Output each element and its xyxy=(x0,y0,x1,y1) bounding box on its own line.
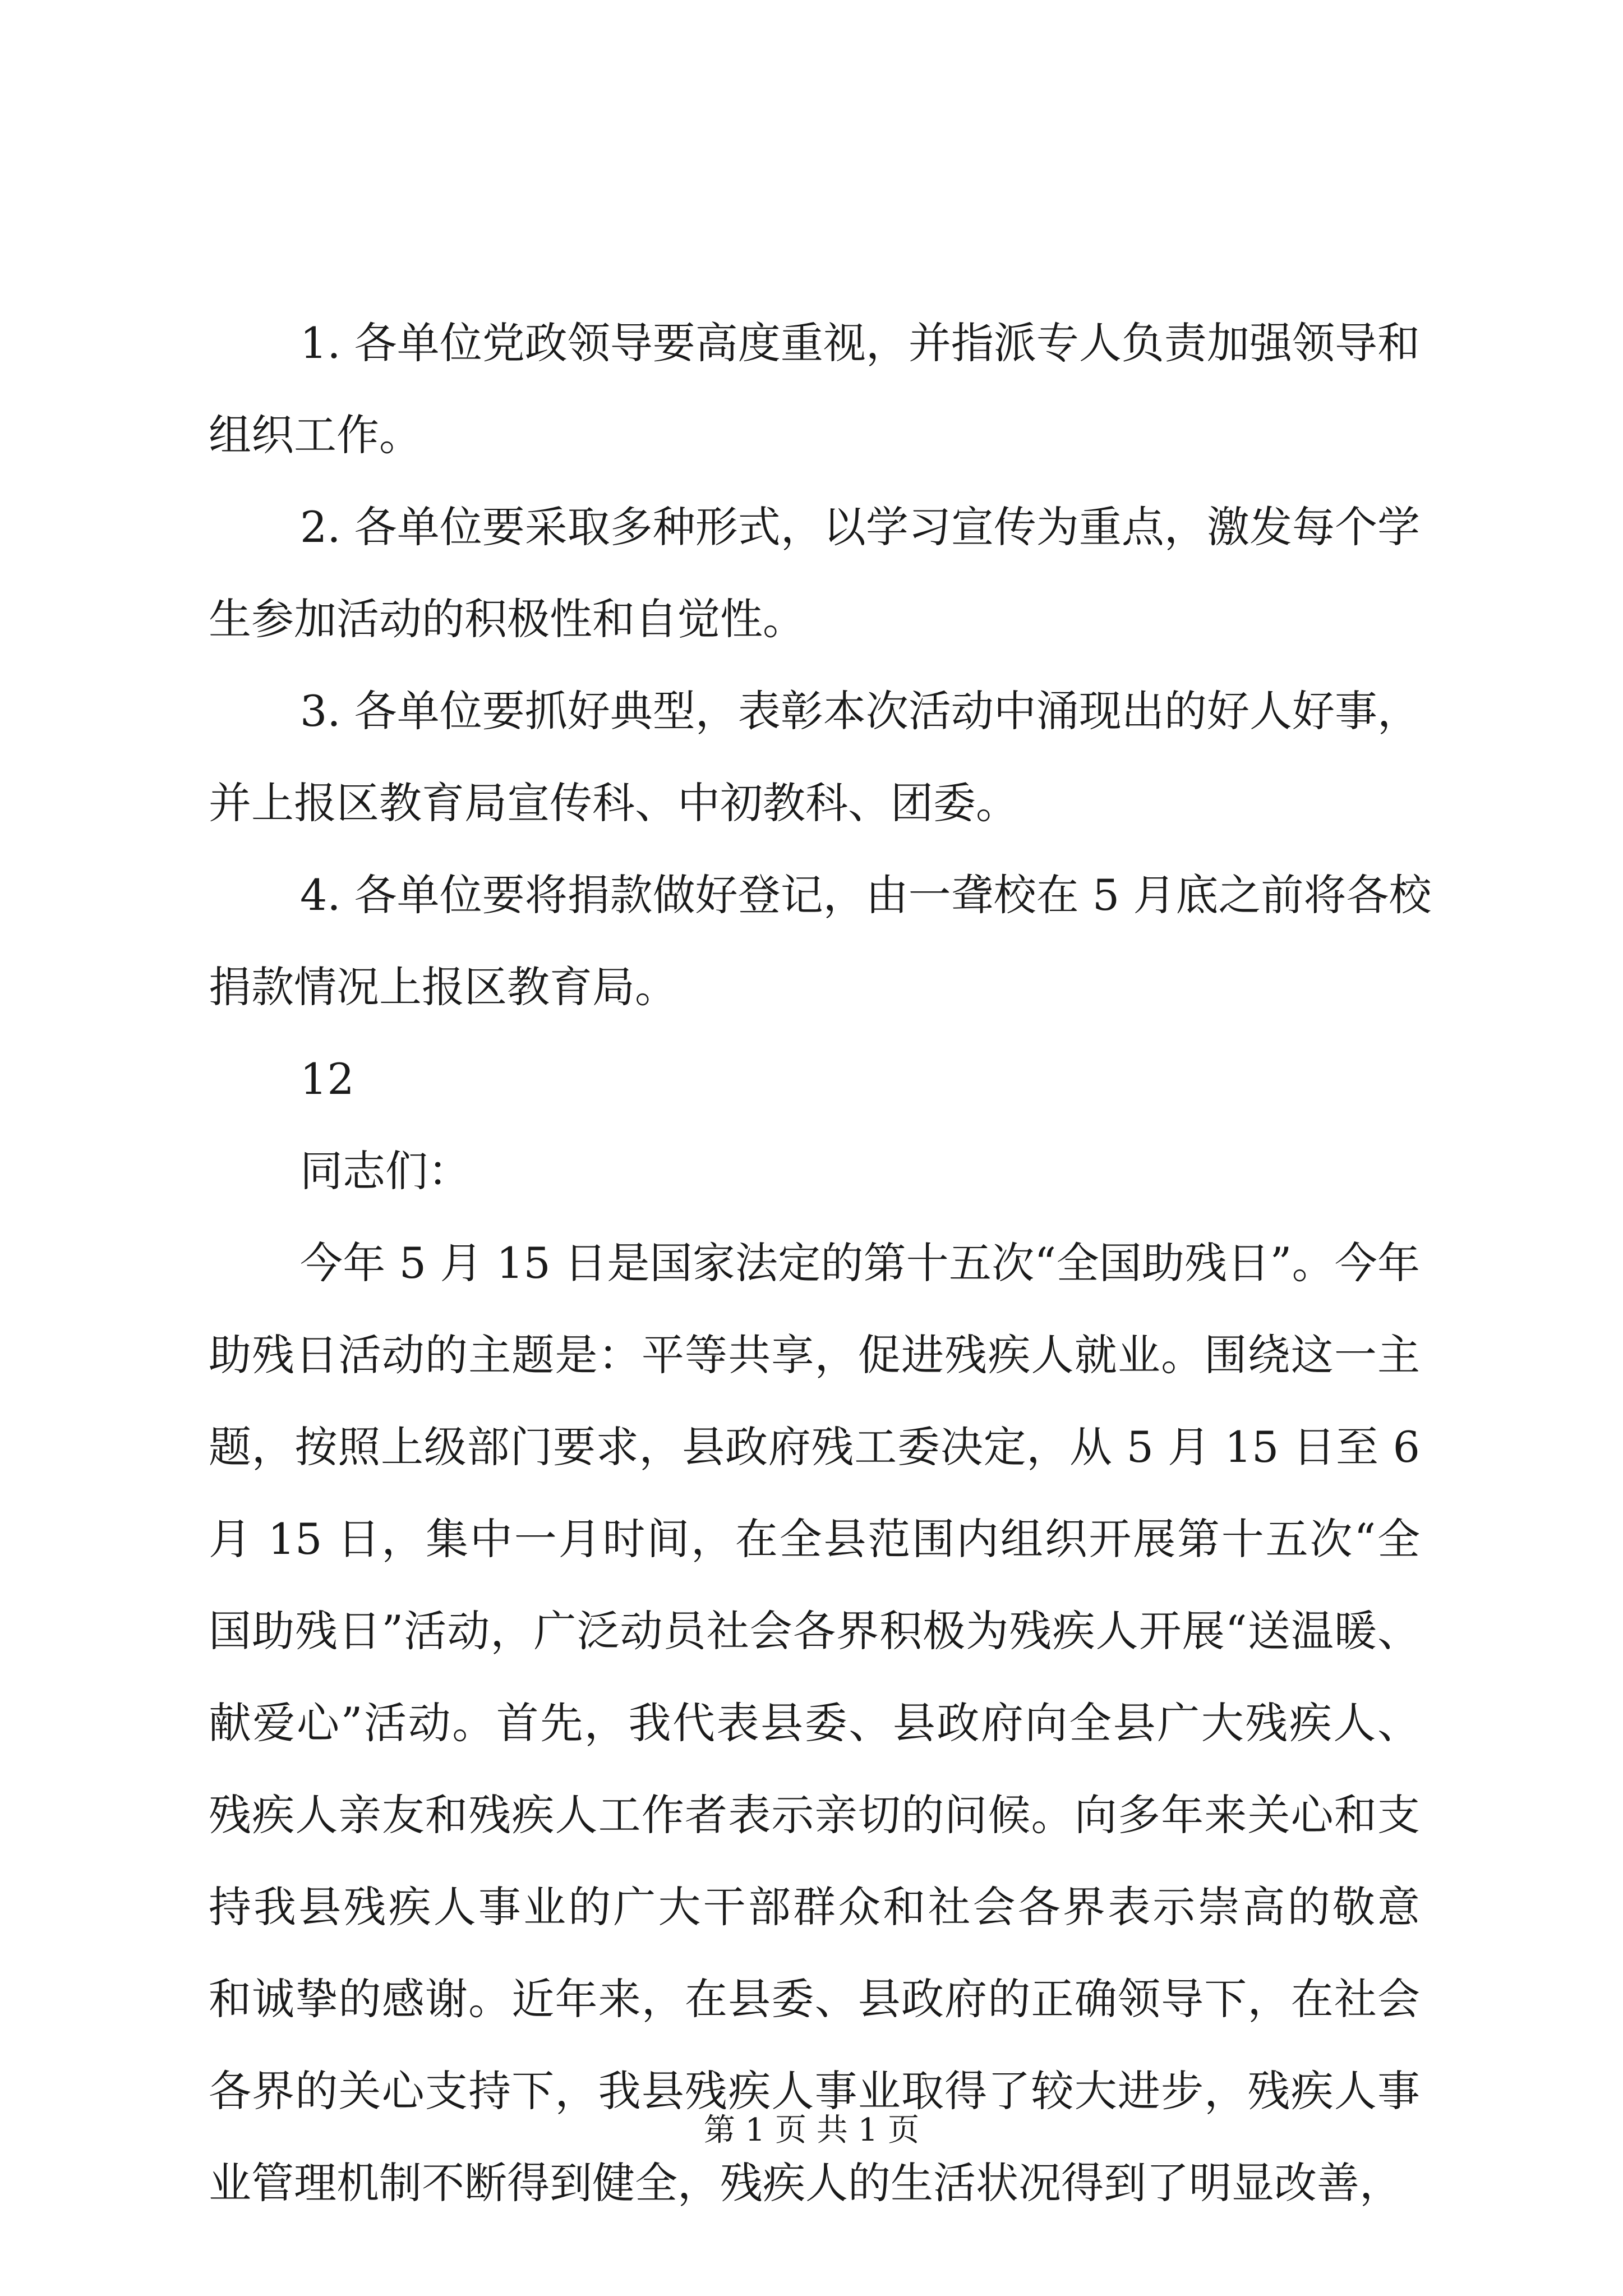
text-line: 并上报区教育局宣传科、中初教科、团委。 xyxy=(209,778,1018,828)
text-line: 捐款情况上报区教育局。 xyxy=(209,962,677,1012)
paragraph-item-1 xyxy=(209,297,1420,481)
text-line: 助残日活动的主题是：平等共享，促进残疾人就业。围绕这一主 xyxy=(209,1330,1420,1380)
text-line: 同志们： xyxy=(300,1146,471,1196)
paragraph-item-4 xyxy=(209,849,1432,1033)
paragraph-item-2 xyxy=(209,481,1420,665)
paragraph-number xyxy=(209,1033,1420,1125)
text-line: 各界的关心支持下，我县残疾人事业取得了较大进步，残疾人事 xyxy=(209,2066,1420,2116)
text-line: 组织工作。 xyxy=(209,410,422,460)
text-line: 生参加活动的积极性和自觉性。 xyxy=(209,594,805,644)
text-line: 12 xyxy=(300,1054,354,1104)
paragraph-speech-body xyxy=(209,1217,1420,2229)
text-line: 3. 各单位要抓好典型，表彰本次活动中涌现出的好人好事， xyxy=(300,686,1420,736)
text-line: 1. 各单位党政领导要高度重视，并指派专人负责加强领导和 xyxy=(300,318,1420,368)
text-line: 残疾人亲友和残疾人工作者表示亲切的问候。向多年来关心和支 xyxy=(209,1790,1420,1840)
text-line: 月 15 日，集中一月时间，在全县范围内组织开展第十五次“全 xyxy=(209,1514,1420,1564)
text-line: 题，按照上级部门要求，县政府残工委决定，从 5 月 15 日至 6 xyxy=(209,1422,1420,1472)
paragraph-item-3 xyxy=(209,665,1420,849)
text-line: 献爱心”活动。首先，我代表县委、县政府向全县广大残疾人、 xyxy=(209,1698,1420,1748)
page-footer: 第 1 页 共 1 页 xyxy=(703,2112,920,2148)
text-line: 2. 各单位要采取多种形式，以学习宣传为重点，激发每个学 xyxy=(300,502,1420,552)
text-line: 国助残日”活动，广泛动员社会各界积极为残疾人开展“送温暖、 xyxy=(209,1606,1420,1656)
paragraph-salutation xyxy=(209,1125,1420,1217)
text-line: 4. 各单位要将捐款做好登记，由一聋校在 5 月底之前将各校 xyxy=(300,870,1432,920)
document-body xyxy=(209,297,1432,2229)
text-line: 和诚挚的感谢。近年来，在县委、县政府的正确领导下，在社会 xyxy=(209,1974,1420,2024)
text-line: 持我县残疾人事业的广大干部群众和社会各界表示崇高的敬意 xyxy=(209,1882,1420,1932)
text-line: 业管理机制不断得到健全，残疾人的生活状况得到了明显改善， xyxy=(209,2158,1402,2208)
text-line: 今年 5 月 15 日是国家法定的第十五次“全国助残日”。今年 xyxy=(300,1238,1420,1288)
